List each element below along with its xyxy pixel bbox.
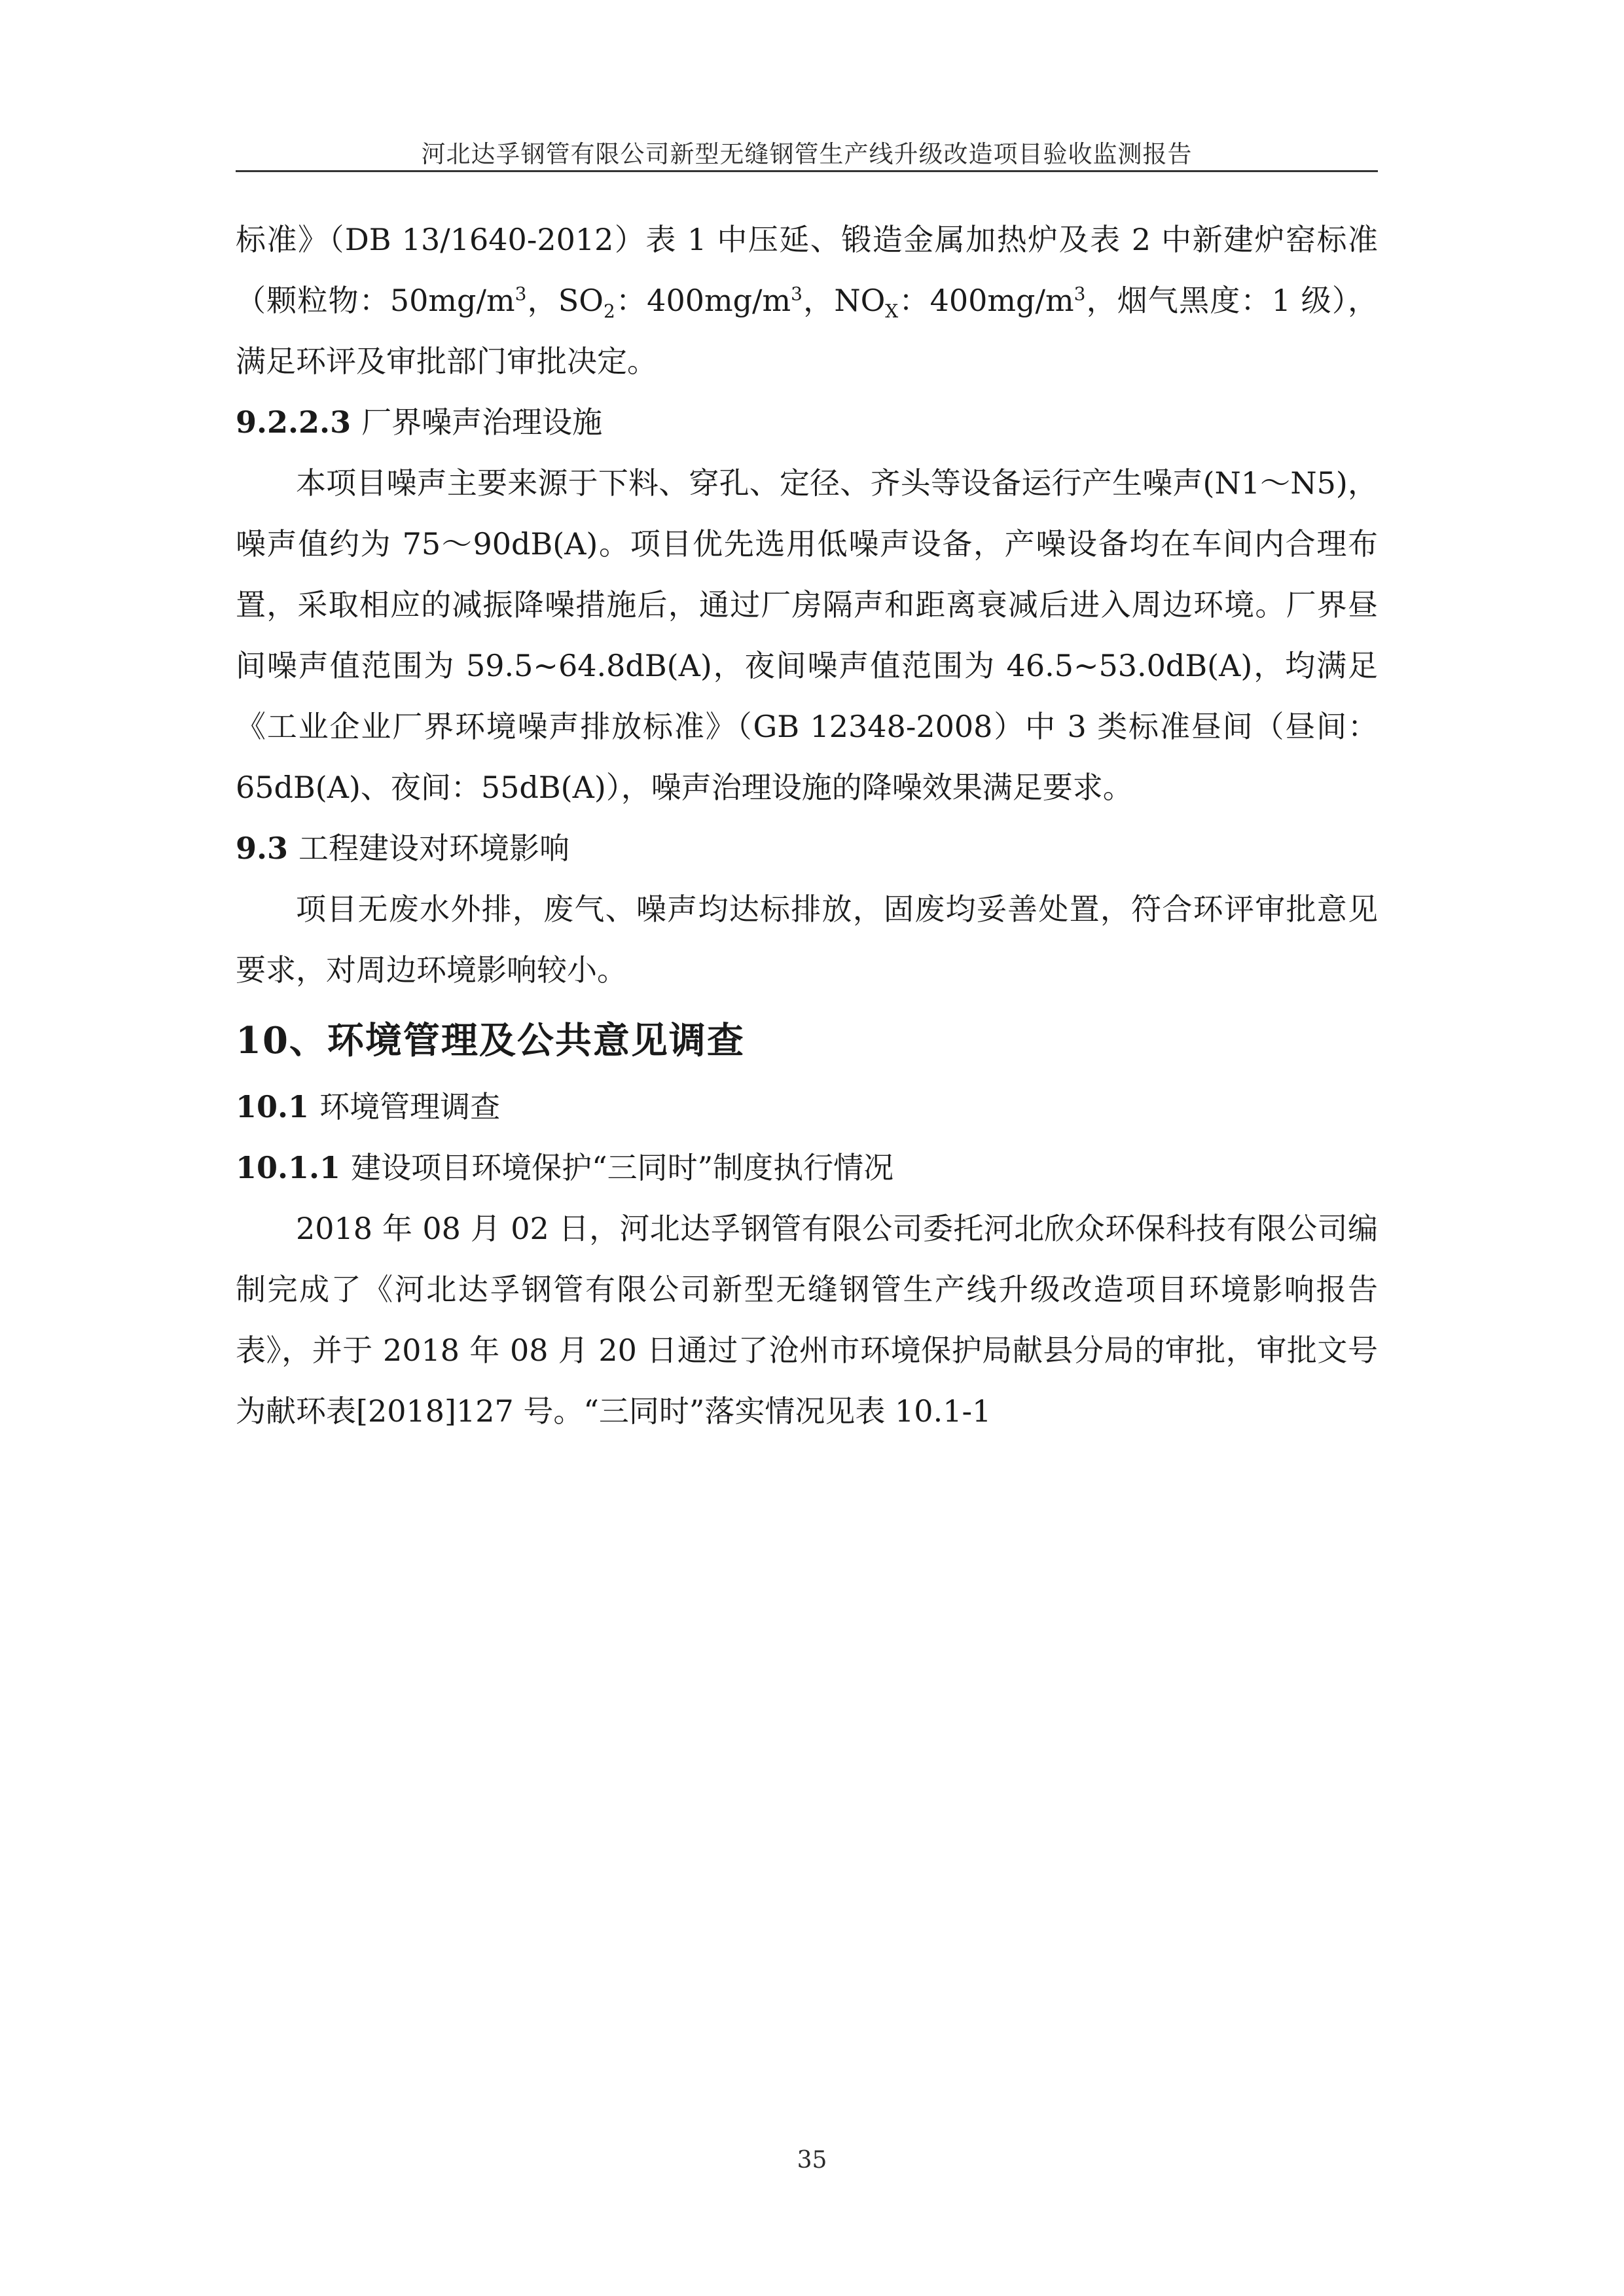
emission-text-a: 标准》（DB 13/1640-2012）表 1 中压延、锻造金属加热炉及表 2 中新建炉窑标准（颗粒物：50mg/m xyxy=(236,222,1378,318)
heading-10-1-number: 10.1 xyxy=(236,1089,310,1124)
heading-9-2-2-3-title: 厂界噪声治理设施 xyxy=(361,404,603,440)
heading-10-1-1 xyxy=(236,1138,1378,1198)
emission-sub-1: 2 xyxy=(604,300,615,323)
heading-10-1 xyxy=(236,1077,1378,1138)
heading-9-2-2-3-number: 9.2.2.3 xyxy=(236,404,352,440)
emission-text-e: ：400mg/m xyxy=(898,283,1074,318)
emission-sup-3: 3 xyxy=(1074,283,1086,305)
header-divider xyxy=(236,170,1378,172)
emission-sub-2: X xyxy=(885,300,899,323)
heading-9-3-number: 9.3 xyxy=(236,831,289,866)
emission-standard-paragraph xyxy=(236,209,1378,392)
heading-10-1-1-title: 建设项目环境保护“三同时”制度执行情况 xyxy=(351,1150,894,1185)
noise-paragraph: 本项目噪声主要来源于下料、穿孔、定径、齐头等设备运行产生噪声(N1～N5)，噪声值约为 75～90dB(A)。项目优先选用低噪声设备，产噪设备均在车间内合理布置，采取相应的减振降噪措施后，通过厂房隔声和距离衰减后进入周边环境。厂界昼间噪声值范围为 59.5~64.8dB(A)，夜间噪声值范围为 46.5~53.0dB(A)，均满足《工业企业厂界环境噪声排放标准》（GB 12348-2008）中 3 类标准昼间（昼间：65dB(A)、夜间：55dB(A)），噪声治理设施的降噪效果满足要求。 xyxy=(236,465,1378,805)
emission-text-b: ，SO xyxy=(526,283,604,318)
heading-10-1-1-number: 10.1.1 xyxy=(236,1150,341,1185)
page-number: 35 xyxy=(797,2147,827,2174)
chapter-10-title: 10、环境管理及公共意见调查 xyxy=(236,1019,745,1062)
page-body xyxy=(236,209,1378,1442)
heading-9-3 xyxy=(236,818,1378,879)
emission-sup-2: 3 xyxy=(791,283,803,305)
emission-text-c: ：400mg/m xyxy=(615,283,791,318)
impact-paragraph: 项目无废水外排，废气、噪声均达标排放，固废均妥善处置，符合环评审批意见要求，对周边环境影响较小。 xyxy=(236,891,1378,988)
running-header: 河北达孚钢管有限公司新型无缝钢管生产线升级改造项目验收监测报告 xyxy=(421,140,1193,168)
heading-9-2-2-3 xyxy=(236,392,1378,453)
three-simultaneous-paragraph: 2018 年 08 月 02 日，河北达孚钢管有限公司委托河北欣众环保科技有限公司编制完成了《河北达孚钢管有限公司新型无缝钢管生产线升级改造项目环境影响报告表》，并于 2018 年 08 月 20 日通过了沧州市环境保护局献县分局的审批，审批文号为献环表[2018]127 号。“三同时”落实情况见表 10.1-1 xyxy=(236,1211,1378,1429)
heading-9-3-title: 工程建设对环境影响 xyxy=(298,831,570,866)
emission-text-f: ，烟气黑度：1 级），满足环评及审批部门审批决定。 xyxy=(236,283,1379,379)
heading-10-1-title: 环境管理调查 xyxy=(319,1089,501,1124)
emission-sup-1: 3 xyxy=(514,283,527,305)
emission-text-d: ，NO xyxy=(802,283,886,318)
